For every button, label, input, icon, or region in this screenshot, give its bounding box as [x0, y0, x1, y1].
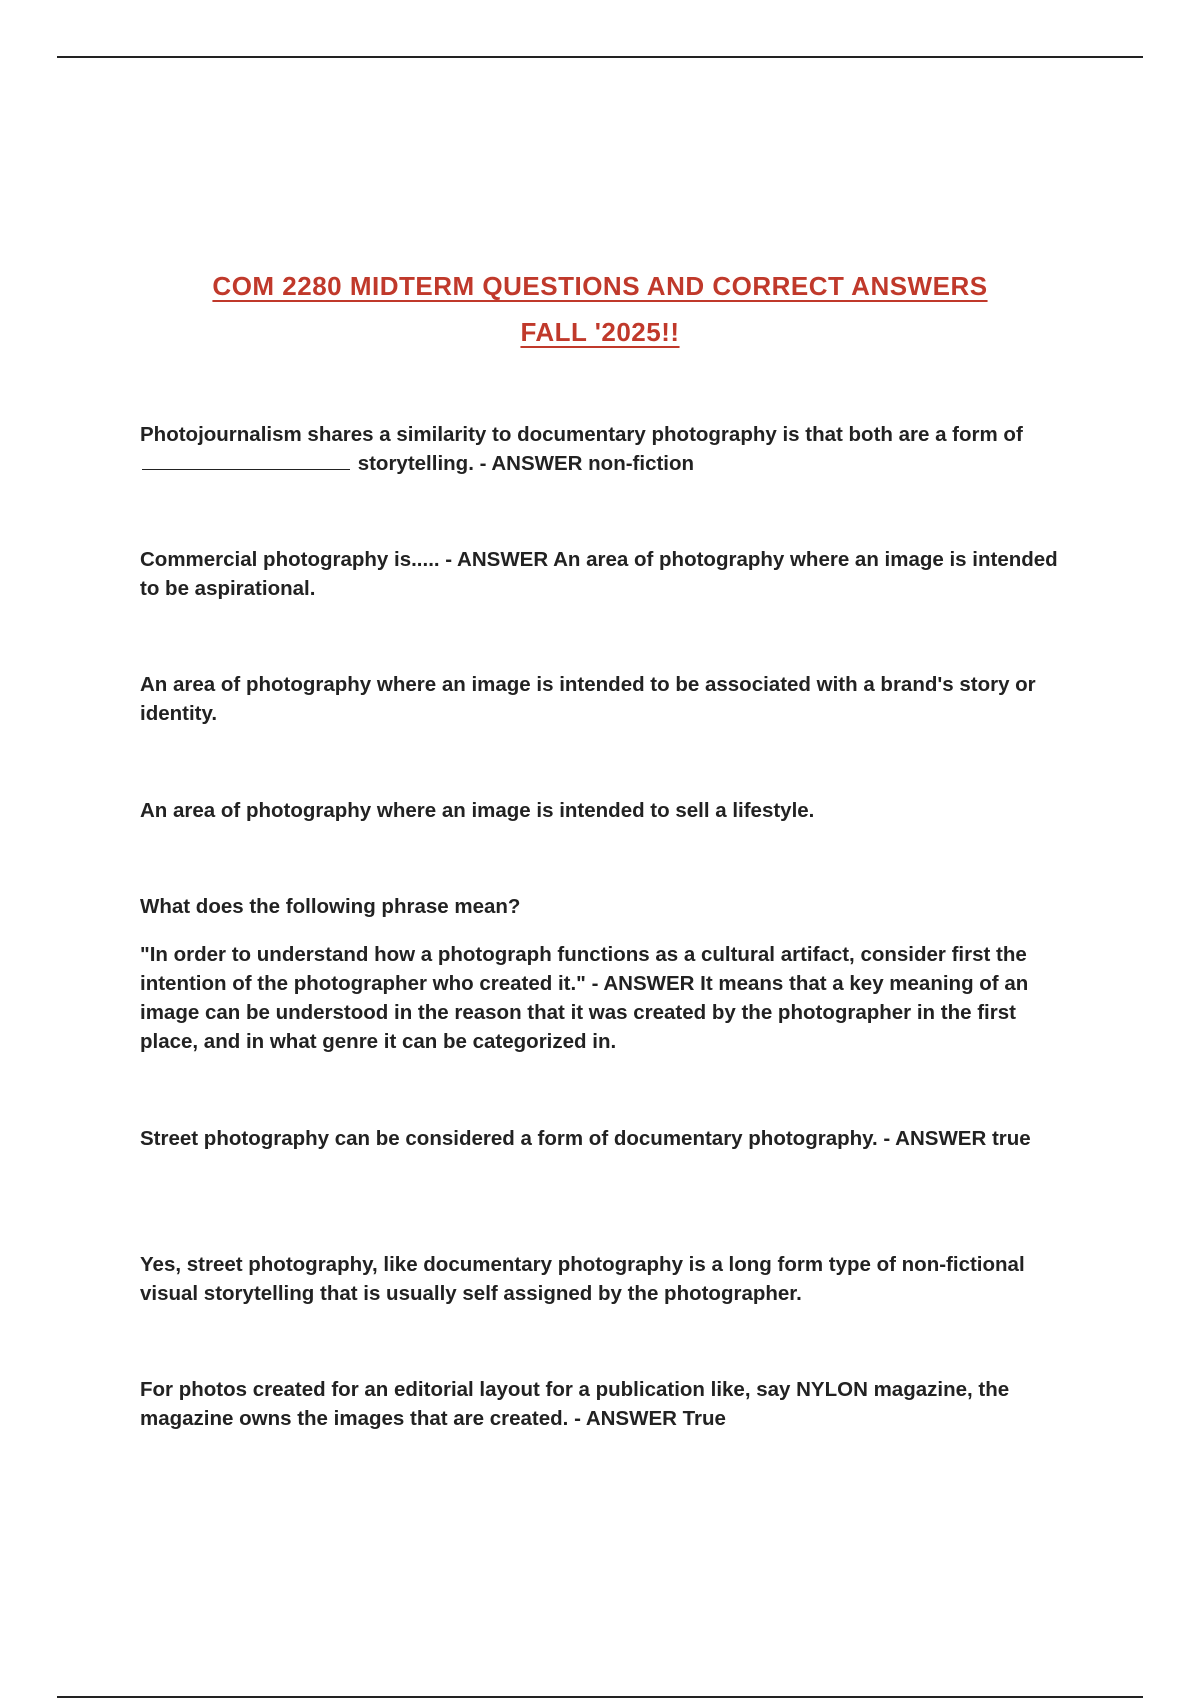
qa-item-1-text-before: Photojournalism shares a similarity to documentary photography is that both are a form of: [140, 423, 1023, 446]
qa-item-3: An area of photography where an image is intended to be associated with a brand's story or identity.: [140, 673, 1036, 725]
fill-in-blank-line: [142, 451, 350, 470]
qa-item-8: For photos created for an editorial layout for a publication like, say NYLON magazine, the magazine owns the images that are created. - ANSWER True: [140, 1378, 1010, 1430]
qa-item-5-heading: What does the following phrase mean?: [140, 895, 521, 918]
document-title: [0, 263, 1200, 355]
qa-item-6: Street photography can be considered a form of documentary photography. - ANSWER true: [140, 1127, 1031, 1150]
qa-item-5: "In order to understand how a photograph functions as a cultural artifact, consider first the intention of the photographer who created it." - ANSWER It means that a key meaning of an image can be understood in the reason that it was created by the photographer in the first place, and in what genre it can be categorized in.: [140, 943, 1029, 1053]
title-line-1: COM 2280 MIDTERM QUESTIONS AND CORRECT ANSWERS: [212, 271, 988, 301]
qa-item-1-text-after: storytelling. - ANSWER non-fiction: [357, 452, 695, 475]
qa-item-2: Commercial photography is..... - ANSWER An area of photography where an image is intended to be aspirational.: [140, 548, 1058, 600]
title-line-2: FALL '2025!!: [520, 317, 680, 347]
bottom-rule: [57, 1696, 1143, 1698]
top-rule: [57, 56, 1143, 58]
qa-item-4: An area of photography where an image is intended to sell a lifestyle.: [140, 799, 815, 822]
qa-item-7: Yes, street photography, like documentary photography is a long form type of non-fictional visual storytelling that is usually self assigned by the photographer.: [140, 1253, 1025, 1305]
qa-item-1: [140, 420, 1070, 478]
